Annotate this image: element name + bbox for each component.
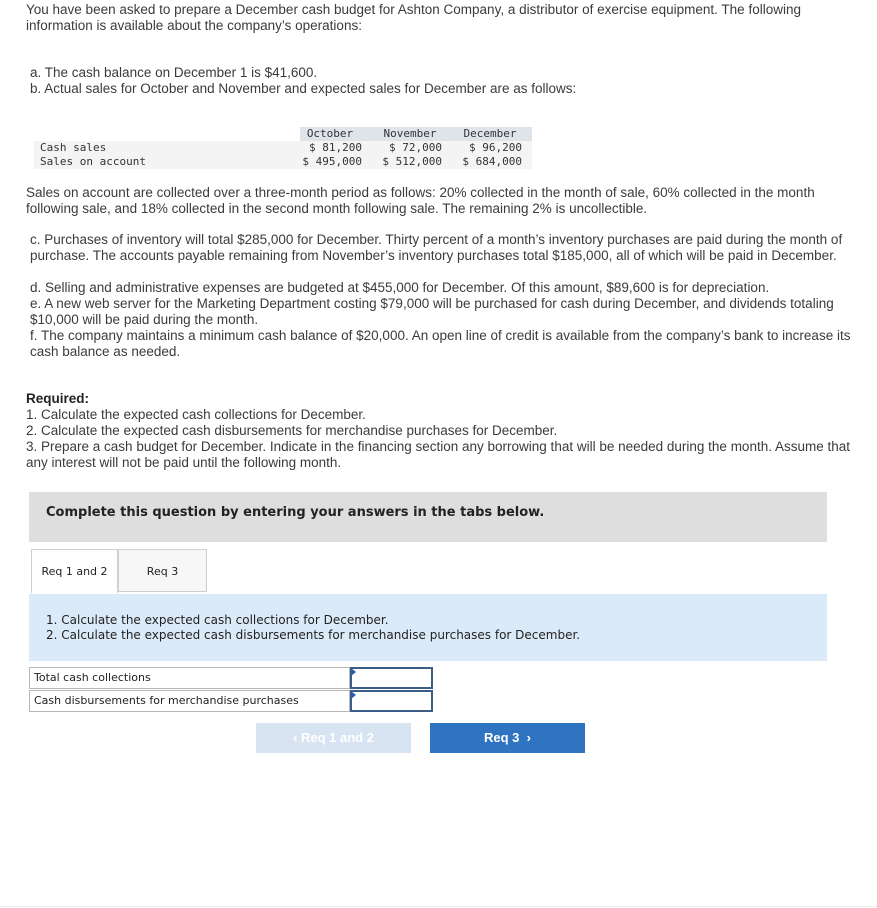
answer-label-total-cash-collections: Total cash collections bbox=[29, 667, 350, 689]
tab-req-3[interactable]: Req 3 bbox=[118, 549, 207, 592]
answer-label-cash-disbursements: Cash disbursements for merchandise purchases bbox=[29, 690, 350, 712]
item-f bbox=[30, 328, 870, 360]
required-item-2: 2. Calculate the expected cash disbursements for merchandise purchases for December. bbox=[26, 423, 558, 438]
item-c bbox=[30, 232, 870, 264]
item-b: b. Actual sales for October and November and expected sales for December are as follows: bbox=[30, 81, 577, 96]
cell-value: $ 72,000 bbox=[389, 141, 442, 154]
tab-instruction-2: 2. Calculate the expected cash disbursements for merchandise purchases for December. bbox=[46, 628, 581, 642]
bottom-divider bbox=[0, 906, 877, 907]
item-e bbox=[30, 296, 870, 328]
item-c-text: c. Purchases of inventory will total $285,000 for December. Thirty percent of a month’s inventory purchases are paid during the month of purchase. The accounts payable remaining from November’s inventory purchases total $185,000, all of which will be paid in December. bbox=[30, 232, 843, 263]
table-row bbox=[34, 141, 532, 155]
banner-text: Complete this question by entering your answers in the tabs below. bbox=[46, 505, 545, 520]
item-e-text: e. A new web server for the Marketing Department costing $79,000 will be purchased for cash during December, and dividends totaling $10,000 will be paid during the month. bbox=[30, 296, 834, 327]
item-a: a. The cash balance on December 1 is $41,600. bbox=[30, 65, 318, 80]
prev-tab-label: Req 1 and 2 bbox=[301, 730, 374, 745]
tab-instruction-1: 1. Calculate the expected cash collections for December. bbox=[46, 613, 389, 627]
item-d bbox=[30, 280, 870, 296]
header-october: October bbox=[306, 127, 354, 140]
total-cash-collections-input[interactable] bbox=[350, 667, 433, 689]
intro-text: You have been asked to prepare a December cash budget for Ashton Company, a distributor of exercise equipment. The following information is available about the company’s operations: bbox=[26, 2, 801, 33]
prev-tab-button[interactable] bbox=[256, 723, 411, 753]
cell-value: $ 81,200 bbox=[309, 141, 362, 154]
header-november: November bbox=[383, 127, 437, 140]
cell-value: $ 684,000 bbox=[462, 155, 522, 168]
cell-value: $ 512,000 bbox=[382, 155, 442, 168]
row-label: Cash sales bbox=[40, 141, 107, 154]
cell-value: $ 96,200 bbox=[469, 141, 522, 154]
required-item-1: 1. Calculate the expected cash collections for December. bbox=[26, 407, 366, 422]
sales-table-header bbox=[34, 127, 532, 141]
cell-value: $ 495,000 bbox=[302, 155, 362, 168]
required-heading: Required: bbox=[26, 391, 90, 406]
tab-instructions bbox=[29, 594, 827, 661]
input-marker-icon bbox=[351, 668, 356, 676]
collections-text: Sales on account are collected over a three-month period as follows: 20% collected in the month of sale, 60% collected in the month following sale, and 18% collected in the second month following sale. The remaining 2% is uncollectible. bbox=[26, 185, 815, 216]
instruction-banner bbox=[29, 492, 827, 542]
chevron-left-icon: ‹ bbox=[293, 730, 298, 745]
required-item-3: 3. Prepare a cash budget for December. Indicate in the financing section any borrowing that will be needed during the month. Assume that any interest will not be paid until the following month. bbox=[26, 439, 851, 470]
table-row bbox=[34, 155, 532, 169]
item-d-text: d. Selling and administrative expenses are budgeted at $455,000 for December. Of this amount, $89,600 is for depreciation. bbox=[30, 280, 770, 295]
header-december: December bbox=[463, 127, 517, 140]
row-label: Sales on account bbox=[40, 155, 146, 168]
input-marker-icon bbox=[351, 691, 356, 699]
item-f-text: f. The company maintains a minimum cash balance of $20,000. An open line of credit is available from the company’s bank to increase its cash balance as needed. bbox=[30, 328, 851, 359]
tab-req-1-and-2[interactable]: Req 1 and 2 bbox=[31, 549, 118, 593]
cash-disbursements-input[interactable] bbox=[350, 690, 433, 712]
next-tab-button[interactable] bbox=[430, 723, 585, 753]
chevron-right-icon: › bbox=[523, 730, 531, 745]
next-tab-label: Req 3 bbox=[484, 730, 520, 745]
